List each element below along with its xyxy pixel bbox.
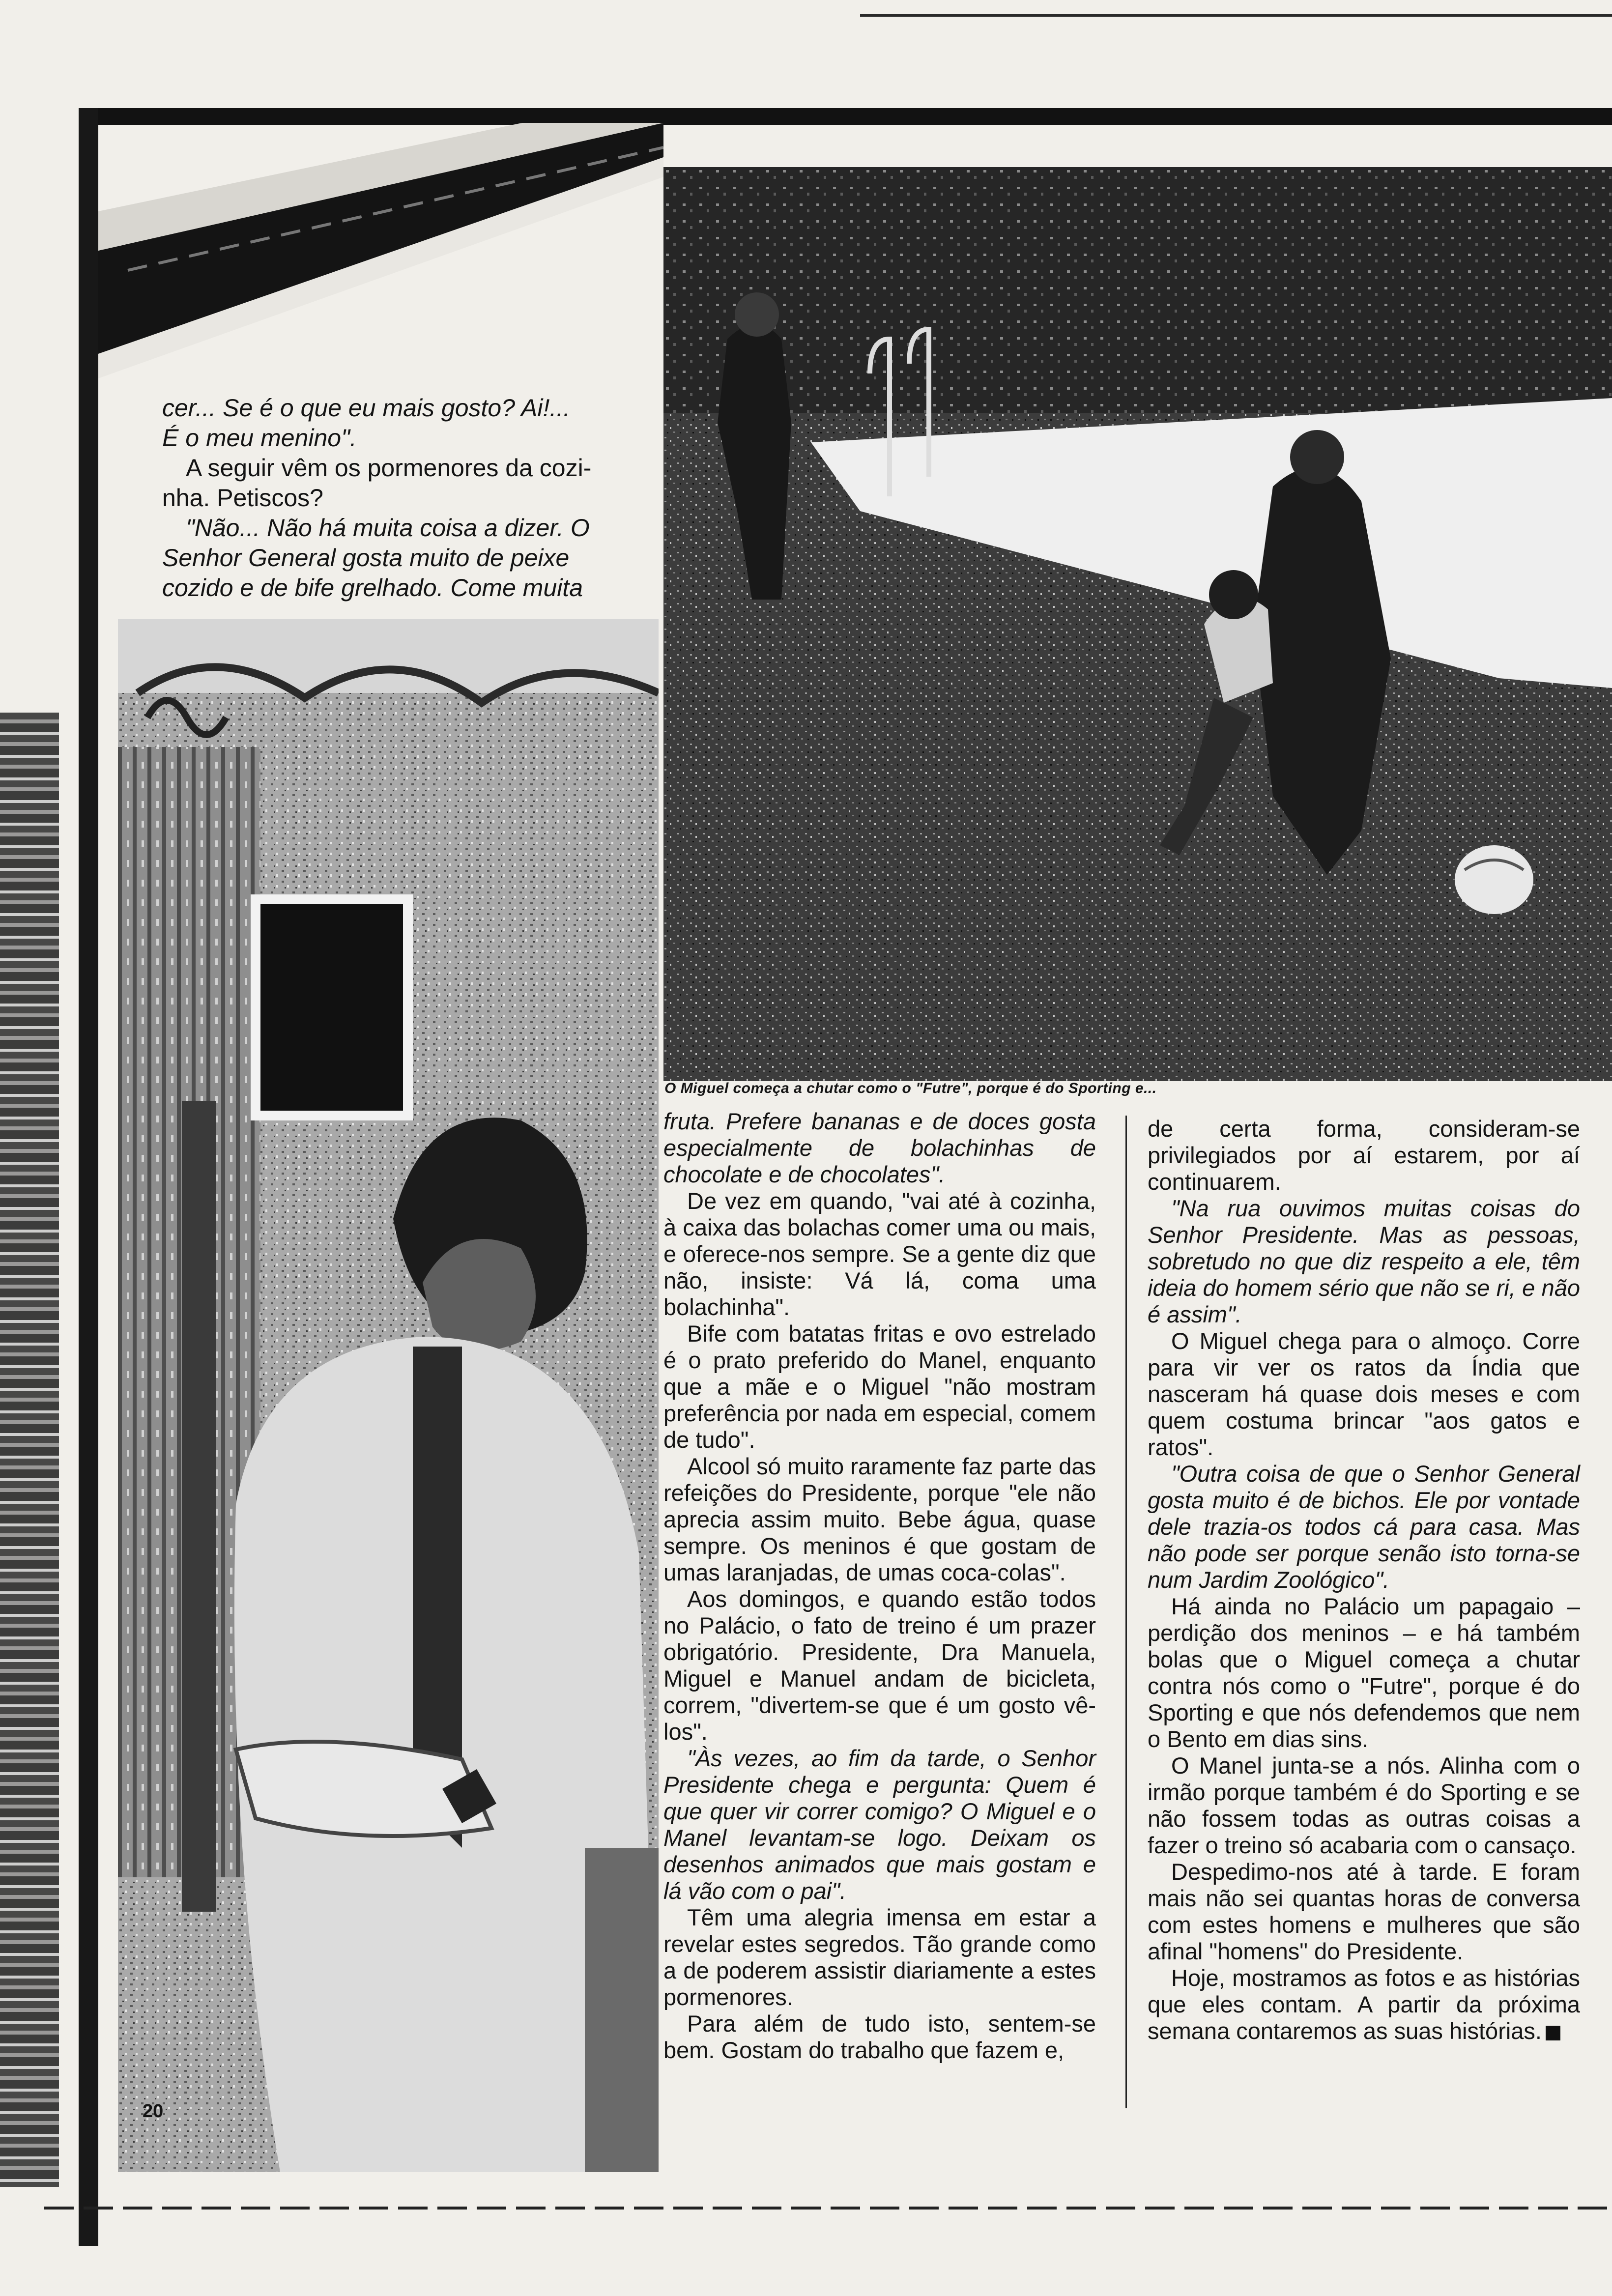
frame-top-border [79,108,1612,125]
intro-line: A seguir vêm os pormenores da cozi- [186,454,592,482]
paragraph: Alcool só muito raramente faz parte das refeições do Presidente, porque "ele não aprecia assim muito. Bebe água, quase sempre. Os meninos é que gostam de umas laranjadas, de umas coca-colas". [663,1453,1096,1585]
paragraph: de certa forma, consideram-se privilegiados por aí estarem, por aí continuarem. [1148,1116,1580,1195]
photo-man-at-window [118,619,659,2172]
article-column-middle [663,1108,1096,2064]
paragraph: "Outra coisa de que o Senhor General gosta muito é de bichos. Ele por vontade dele trazia-os todos cá para casa. Mas não pode ser porque senão isto torna-se num Jardim Zoológico". [1148,1461,1580,1593]
frame-left-border [79,108,98,2246]
intro-line: É o meu menino". [162,424,357,452]
paragraph: O Manel junta-se a nós. Alinha com o irmão porque também é do Sporting e se não fossem todas as outras coisas a fazer o treino só acabaria com o cansaço. [1148,1752,1580,1858]
paragraph: Despedimo-nos até à tarde. E foram mais não sei quantas horas de conversa com estes homens e mulheres que são afinal "homens" do Presidente. [1148,1859,1580,1964]
scan-edge-strip [0,713,59,2187]
roof-gable-graphic [98,123,663,378]
intro-line: cer... Se é o que eu mais gosto? Ai!... [162,394,571,422]
column-divider [1125,1116,1127,2108]
paragraph: De vez em quando, "vai até à cozinha, à caixa das bolachas comer uma ou mais, e oferece-nos sempre. Se a gente diz que não, insiste: Vá lá, coma uma bolachinha". [663,1188,1096,1320]
top-rule [860,14,1612,17]
paragraph: Para além de tudo isto, sentem-se bem. Gostam do trabalho que fazem e, [663,2010,1096,2063]
intro-line: cozido e de bife grelhado. Come muita [162,574,583,602]
paragraph: Aos domingos, e quando estão todos no Palácio, o fato de treino é um prazer obrigatório. Presidente, Dra Manuela, Miguel e Manuel andam de bicicleta, correm, "divertem-se que é um gosto vê-los". [663,1586,1096,1745]
paragraph: "Na rua ouvimos muitas coisas do Senhor Presidente. Mas as pessoas, sobretudo no que diz respeito a ele, têm ideia do homem sério que não se ri, e não é assim". [1148,1195,1580,1327]
intro-line: nha. Petiscos? [162,484,323,512]
paragraph: Bife com batatas fritas e ovo estrelado é o prato preferido do Manel, enquanto que a mãe e o Miguel "não mostram preferência por nada em especial, comem de tudo". [663,1320,1096,1453]
paragraph-final [1148,1965,1580,2044]
page-number: 20 [143,2101,164,2122]
paragraph: O Miguel chega para o almoço. Corre para vir ver os ratos da Índia que nasceram há quase dois meses e com quem costuma brincar "aos gatos e ratos". [1148,1328,1580,1460]
paragraph: Há ainda no Palácio um papagaio – perdição dos meninos – e há também bolas que o Miguel começa a chutar contra nós como o "Futre", porque é do Sporting e que nós defendemos que nem o Bento em dias sins. [1148,1593,1580,1752]
bottom-rule [44,2207,1612,2210]
photo-caption: O Miguel começa a chutar como o "Futre", porque é do Sporting e... [664,1080,1157,1096]
paragraph: Têm uma alegria imensa em estar a revelar estes segredos. Tão grande como a de poderem assistir diariamente a estes pormenores. [663,1904,1096,2010]
paragraph: fruta. Prefere bananas e de doces gosta especialmente de bolachinhas de chocolate e de chocolates". [663,1108,1096,1187]
intro-line: "Não... Não há muita coisa a dizer. O [186,514,590,542]
paragraph: "Às vezes, ao fim da tarde, o Senhor Presidente chega e pergunta: Quem é que quer vir correr comigo? O Miguel e o Manel levantam-se logo. Deixam os desenhos animados que mais gostam e lá vão com o pai". [663,1745,1096,1904]
intro-text [162,393,663,603]
photo-boy-playing-soccer [663,167,1612,1081]
end-mark-icon: M [1546,2026,1560,2040]
article-column-right [1148,1116,1580,2044]
paragraph-text: Hoje, mostramos as fotos e as histórias que eles contam. A partir da próxima semana contaremos as suas histórias. [1148,1965,1580,2044]
intro-line: Senhor General gosta muito de peixe [162,544,570,572]
